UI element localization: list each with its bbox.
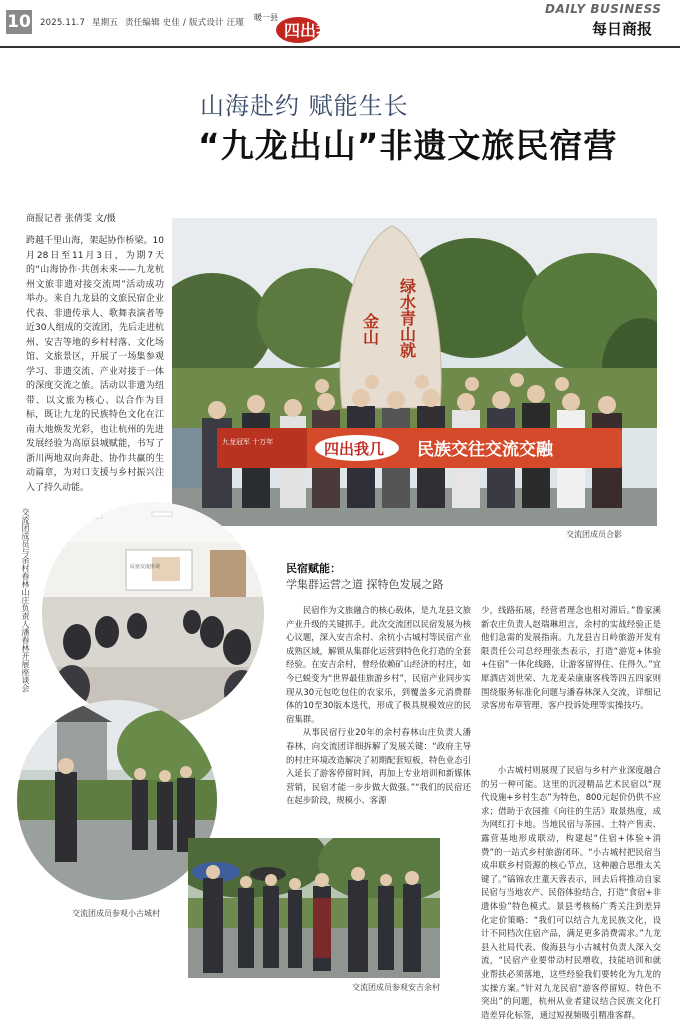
stone-right-text: 绿水青山就 bbox=[397, 278, 417, 358]
village-visit-photo bbox=[17, 700, 217, 900]
meeting-photo bbox=[42, 502, 264, 724]
body-column-3 bbox=[481, 764, 661, 1022]
body-column-2 bbox=[481, 604, 661, 713]
circle2-caption: 交流团成员参观小古城村 bbox=[72, 909, 160, 918]
yucun-visit-photo bbox=[188, 838, 440, 978]
group-photo bbox=[172, 218, 657, 526]
body-paragraph: 少，线路拓展，经营者理念也相对滞后。”鲁家溪新农庄负责人赵瑞琳坦言，余村的实战经验正是他们急需的发展指南。九龙县吉日岭旅游开发有限责任公司总经理张杰表示，打造“游览+体验+住宿”一体化线路，让游客留得住、住得久。”宜犀酒店刘世荣、九龙麦朵康康客栈等四五四家则围绕服务标准化问题与潘春林深入交流，详细记录客房布草管理、客户投诉处理等实操技巧。 bbox=[481, 605, 661, 711]
event-banner bbox=[217, 428, 622, 468]
paper-name-cn: 每日商报 bbox=[592, 20, 653, 38]
body-paragraph: 从事民宿行业20年的余村春林山庄负责人潘春林，向交流团详细拆解了发展关键：“政府主导的村庄环境改造解决了初期配套短板，特色业态引入延长了游客停留时间，再加上专业培训和新媒体营销，民宿才能一步步做大做强。”“我们的民宿还在起步阶段，规模小、客源 bbox=[286, 727, 471, 806]
bottom-photo-caption: 交流团成员参观安吉余村 bbox=[352, 983, 440, 992]
banner-logo-text: 四出我几 bbox=[324, 440, 385, 458]
byline: 商报记者 张倩雯 文/摄 bbox=[26, 214, 116, 224]
article-subtitle: 山海赴约 赋能生长 bbox=[200, 92, 409, 120]
article-title: “九龙出山”非遗文旅民宿营 bbox=[198, 126, 618, 165]
section-heading: 民宿赋能： bbox=[286, 562, 341, 575]
editor-credit: 责任编辑 史佳 / 版式设计 汪瑾 bbox=[124, 18, 245, 28]
banner-left-text: 九龙冠军 十万年 bbox=[222, 438, 274, 446]
circle1-caption: 交流团成员与余村春林山庄负责人潘春林开展座谈会 bbox=[21, 508, 30, 692]
body-paragraph: 小古城村则展现了民宿与乡村产业深度融合的另一种可能。这里的沉浸精品艺术民宿以“现代设施+乡村生态”为特色，800元起价仍供不应求；借助于农园推《向往的生活》取景热度，成为网红打卡地。当地民宿与茶园、土特产售卖、露营基地形成联动，构建起“住宿+体验+消费”的一站式乡村旅游闭环。“小古城村把民宿当成串联乡村资源的核心节点，这种融合思维太关键了。”镐锦农庄董天蓉表示，回去后将推动自家民宿与当地农产、民俗体验结合，打造“食宿+非遗体验”特色模式。景县考核杨广秀关注到差异化定价策略：“我们可以结合九龙民族文化，设计不同档次住宿产品，满足更多消费需求。”九龙县入社局代表、俊海县与小古城村负责人深入交流，“民宿产业要带动村民增收，技能培训和就业帮扶必须落地，这些经验我们要转化为九龙的实操方案。”针对九龙民宿“游客停留短、特色不突出”的问题，杭州从业者建议结合民族文化打造差异化标签，通过短视频吸引精准客群。 bbox=[481, 765, 661, 1020]
issue-weekday: 星期五 bbox=[91, 18, 119, 28]
body-paragraph: 民宿作为文旅融合的核心载体，是九龙县文旅产业升级的关键抓手。此次交流团以民宿发展为核心议题，深入安吉余村、余杭小古城村等民宿产业成熟区域，解锁从集群化运营到特色化打造的全套经验。在安吉余村，曾经依赖矿山经济的村庄，如今已蜕变为“世界最佳旅游乡村”，民宿产业同步实现从30元包吃包住的农家乐，到覆盖多元消费群体的10至30版本迭代，形成了极具规模效应的民宿集群。 bbox=[286, 605, 471, 724]
header-rule bbox=[0, 46, 680, 48]
logo-small-text: 暖一县 bbox=[254, 13, 278, 22]
section-subheading: 学集群运营之道 探特色发展之路 bbox=[286, 578, 444, 591]
body-column-1 bbox=[286, 604, 471, 808]
main-photo-caption: 交流团成员合影 bbox=[566, 530, 622, 539]
intro-paragraph: 跨越千里山海，架起协作桥梁。10月28日至11月3日，为期7天的“山海协作·共创未来——九龙杭州文旅非遗对接交流周”活动成功举办。来自九龙县的文旅民宿企业代表、非遗传承人、歌舞表演者等近30人组成的交流团，先后走进杭州、安吉等地的乡村村落、文化场馆、文旅景区，开展了一场集参观学习、非遗交流、产业对接于一体的深度交流之旅。活动以非遗为纽带、以文旅为核心、以合作为目标，既让九龙的民族特色文化在江南大地焕发光彩，也让杭州的先进发展经验为高原县城赋能，书写了浙川两地双向奔赴、协作共赢的生动篇章，为对口支援与乡村振兴注入了持久动能。 bbox=[26, 236, 164, 493]
header-meta bbox=[40, 16, 248, 28]
issue-date: 2025.11.7 bbox=[40, 18, 86, 28]
paper-name-en: DAILY BUSINESS bbox=[545, 2, 662, 16]
page-number: 10 bbox=[7, 12, 31, 32]
slide-text: 民宿交流座谈 bbox=[130, 564, 161, 570]
banner-slogan: 民族交往交流交融 bbox=[417, 440, 553, 460]
stone-left-text: 金山 bbox=[360, 313, 380, 345]
column-logo bbox=[248, 4, 428, 50]
logo-main-text: 四出我几 bbox=[284, 21, 349, 40]
